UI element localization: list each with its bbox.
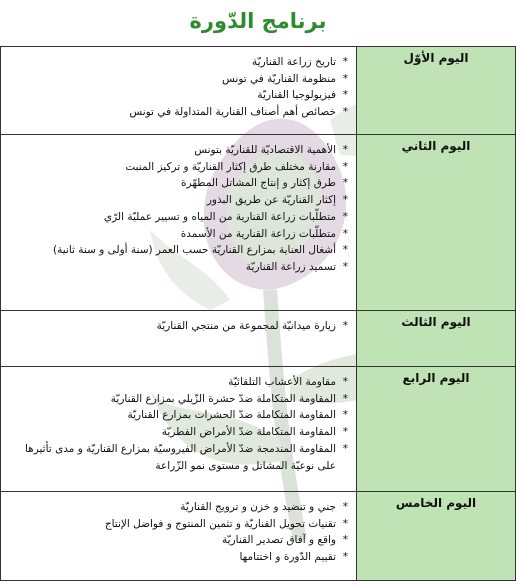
list-item: * متطلّبات زراعة القنارية من الأسمدة [7, 226, 348, 243]
list-item: * طرق إكثار و إنتاج المشاتل المطهّرة [7, 175, 348, 192]
day-label: اليوم الخامس [395, 496, 477, 510]
list-item: * فيزيولوجيا القناريّة [7, 87, 348, 104]
list-item: * إكثار القناريّة عن طريق البذور [7, 192, 348, 209]
items-cell [1, 492, 357, 581]
day-label: اليوم الثاني [401, 139, 471, 153]
list-item: * جني و تنضيد و خزن و ترويج القناريّة [7, 499, 348, 516]
day-label-cell [357, 47, 516, 135]
day-label: اليوم الأوّل [403, 51, 469, 65]
items-cell [1, 47, 357, 135]
list-item: * تقييم الدّورة و اختتامها [7, 549, 348, 566]
list-item: * المقاومة المتكاملة ضدّ الحشرات بمزارع القناريّة [7, 407, 348, 424]
day-label-cell [357, 492, 516, 581]
page-title: برنامج الدّورة [189, 9, 327, 33]
list-item: * المقاومة المتكاملة ضدّ حشرة الزّيلي بمزارع القناريّة [7, 391, 348, 408]
items-cell [1, 135, 357, 311]
list-item: * خصائص أهم أصناف القنارية المتداولة في تونس [7, 104, 348, 121]
list-item: * الأهمية الاقتصاديّة للقناريّة بتونس [7, 142, 348, 159]
list-item: * تقنيات تحويل القناريّة و تثمين المنتوج و فواضل الإنتاج [7, 516, 348, 533]
items-cell [1, 367, 357, 492]
list-item: * مقاومة الأعشاب التلقائيّة [7, 374, 348, 391]
day-row [1, 135, 516, 311]
day-label-cell [357, 311, 516, 367]
list-item: * مقارنة مختلف طرق إكثار القناريّة و تركيز المنبت [7, 159, 348, 176]
list-item: * المقاومة المتكاملة ضدّ الأمراض الفطريّة [7, 424, 348, 441]
day-row [1, 367, 516, 492]
day-row [1, 311, 516, 367]
list-item: * منظومة القناريّة في تونس [7, 71, 348, 88]
list-item: * المقاومة المندمجة ضدّ الأمراض الفيروسيّة بمزارع القناريّة و مدى تأثيرها على نوعيّة المشاتل و مستوى نمو الزّراعة [7, 441, 348, 474]
day-row [1, 47, 516, 135]
items-cell [1, 311, 357, 367]
list-item: * أشغال العناية بمزارع القناريّة حسب العمر (سنة أولى و سنة ثانية) [7, 242, 348, 259]
list-item: * تاريخ زراعة القناريّة [7, 54, 348, 71]
list-item: * تسميد زراعة القناريّة [7, 259, 348, 276]
day-row [1, 492, 516, 581]
day-label-cell [357, 367, 516, 492]
list-item: * واقع و آفاق تصدير القناريّة [7, 532, 348, 549]
program-table [0, 46, 516, 581]
list-item: * زيارة ميدانيّة لمجموعة من منتجي القناريّة [7, 318, 348, 335]
day-label-cell [357, 135, 516, 311]
list-item: * متطلّبات زراعة القنارية من المياه و تسيير عمليّة الرّي [7, 209, 348, 226]
day-label: اليوم الثالث [401, 315, 471, 329]
day-label: اليوم الرابع [402, 371, 470, 385]
